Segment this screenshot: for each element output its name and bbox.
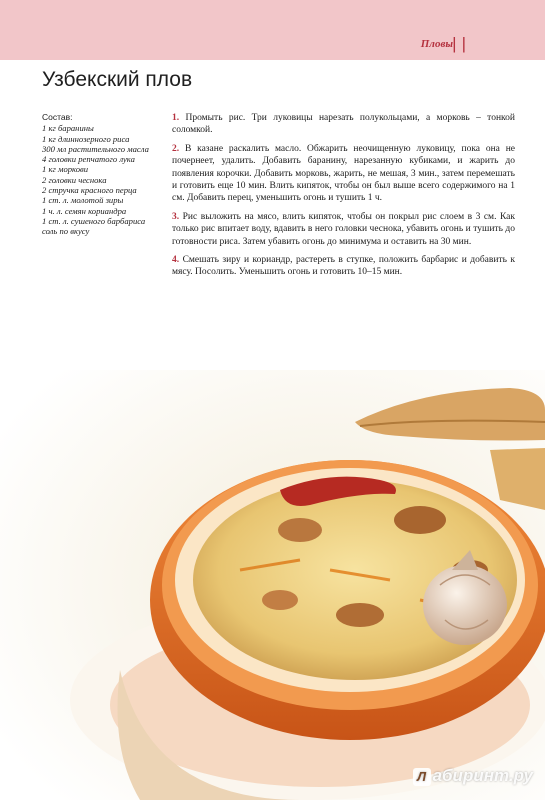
- plov-photo: [0, 370, 545, 800]
- ingredients-list: [42, 112, 160, 237]
- step-number: 1.: [172, 113, 180, 123]
- ingredient-item: 4 головки репчатого лука: [42, 154, 135, 165]
- recipe-steps: [172, 112, 515, 285]
- step-text: Смешать зиру и кориандр, растереть в ступке, положить барбарис и добавить к мясу. Посолить. Уменьшить огонь и готовить 10–15 мин.: [172, 255, 515, 278]
- page-title: Узбекский плов: [42, 68, 193, 91]
- step-number: 2.: [172, 143, 180, 154]
- ingredient-item: 1 ст. л. молотой зиры: [42, 195, 124, 206]
- labirint-watermark: [413, 766, 533, 786]
- section-title: Пловы: [420, 38, 453, 50]
- recipe-step: [172, 143, 515, 205]
- ingredient-item: 1 кг длиннозерного риса: [42, 133, 130, 144]
- recipe-step: [172, 112, 515, 137]
- ingredient-item: 300 мл растительного масла: [42, 143, 149, 154]
- step-text: Рис выложить на мясо, влить кипяток, чтобы он покрыл рис слоем в 3 см. Как только рис впитает воду, вдавить в него головки чеснока, убавить огонь и тушить до готовности риса. Затем убавить огонь до минимума и оставить на 30 мин.: [172, 211, 515, 247]
- ingredient-item: 1 ч. л. семян кориандра: [42, 205, 127, 216]
- ingredient-item: 2 головки чеснока: [42, 174, 107, 185]
- recipe-step: [172, 254, 515, 279]
- labirint-logo-icon: Л: [413, 768, 431, 786]
- step-text: В казане раскалить масло. Обжарить неочищенную луковицу, пока она не почернеет, удалить. Добавить баранину, нарезанную кубиками, и жарить до появления корочки. Добавить морковь, жарить, не мешая, 3 мин., затем перемешать и готовить еще 10 мин. Влить кипяток, чтобы он был выше всего содержимого на 1 см. Добавить перец, уменьшить огонь и тушить 1 ч.: [172, 143, 515, 204]
- ingredient-item: 2 стручка красного перца: [42, 185, 137, 196]
- ingredient-item: 1 ст. л. сушеного барбариса: [42, 215, 146, 226]
- step-text: Промыть рис. Три луковицы нарезать полукольцами, а морковь – тонкой соломкой.: [172, 113, 516, 136]
- recipe-step: [172, 211, 515, 248]
- step-number: 4.: [172, 255, 180, 266]
- step-number: 3.: [172, 211, 180, 222]
- ingredient-item: 1 кг моркови: [42, 164, 89, 175]
- watermark-text: абиринт.ру: [432, 766, 533, 785]
- ingredients-label: Состав:: [42, 112, 73, 122]
- ingredient-item: 1 кг баранины: [42, 123, 94, 134]
- header-marks: ||: [452, 34, 471, 53]
- ingredient-item: соль по вкусу: [42, 226, 90, 237]
